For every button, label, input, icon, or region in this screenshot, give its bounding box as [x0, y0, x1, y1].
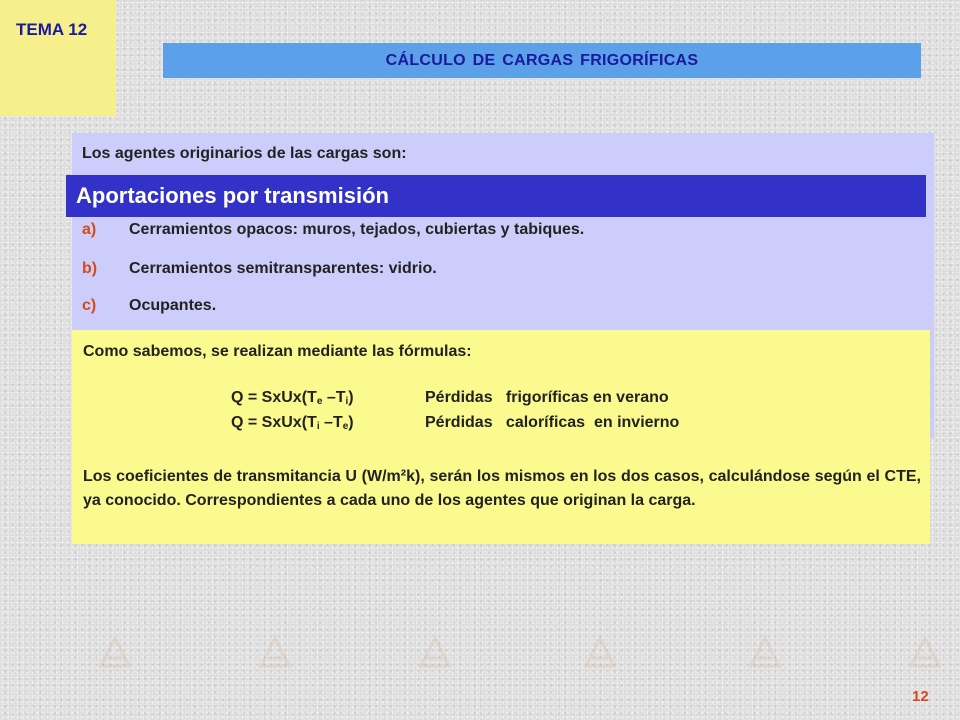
formula-prefix: Q = SxUx(T [231, 389, 317, 406]
watermark-icon [580, 632, 620, 672]
formula-subscript: i [345, 396, 349, 407]
list-item-text: Cerramientos semitransparentes: vidrio. [129, 260, 437, 277]
section-banner [66, 175, 926, 217]
watermark-icon [415, 632, 455, 672]
list-item [82, 297, 216, 315]
agents-intro: Los agentes originarios de las cargas son: [82, 145, 407, 162]
list-item-text: Cerramientos opacos: muros, tejados, cubiertas y tabiques. [129, 221, 585, 238]
formula-prefix: Q = SxUx(T [231, 414, 317, 431]
formulas-intro: Como sabemos, se realizan mediante las fórmulas: [83, 343, 472, 360]
formula-middle: –T [322, 389, 346, 406]
formula-description: Pérdidas caloríficas en invierno [425, 414, 680, 431]
coefficients-paragraph: Los coeficientes de transmitancia U (W/m²k), serán los mismos en los dos casos, calculándose según el CTE, ya conocido. Correspondientes a cada uno de los agentes que originan la carga. [83, 468, 921, 509]
page-number: 12 [912, 688, 929, 705]
list-item-text: Ocupantes. [129, 297, 217, 314]
formula-middle: –T [319, 414, 343, 431]
title-bar [163, 43, 921, 78]
formula-subscript: e [316, 396, 323, 407]
formula-row [231, 389, 669, 407]
list-item-label: b) [82, 260, 98, 277]
list-item [82, 260, 437, 278]
formula-row [231, 414, 679, 432]
list-item [82, 221, 584, 239]
topic-tag [0, 0, 116, 116]
formula-expression [231, 414, 425, 432]
list-item-label: c) [82, 297, 97, 314]
formula-expression [231, 389, 425, 407]
watermark-icon [255, 632, 295, 672]
topic-label: TEMA 12 [16, 20, 88, 39]
formula-subscript: i [316, 421, 320, 432]
formula-subscript: e [342, 421, 349, 432]
page-title: CÁLCULO DE CARGAS FRIGORÍFICAS [385, 51, 699, 69]
formula-suffix: ) [348, 389, 354, 406]
banner-text: Aportaciones por transmisión [76, 183, 389, 208]
formulas-panel [72, 330, 930, 544]
watermark-icon [745, 632, 785, 672]
formula-suffix: ) [348, 414, 354, 431]
watermark-icon [905, 632, 945, 672]
list-item-label: a) [82, 221, 97, 238]
watermark-icon [95, 632, 135, 672]
formula-description: Pérdidas frigoríficas en verano [425, 389, 669, 406]
